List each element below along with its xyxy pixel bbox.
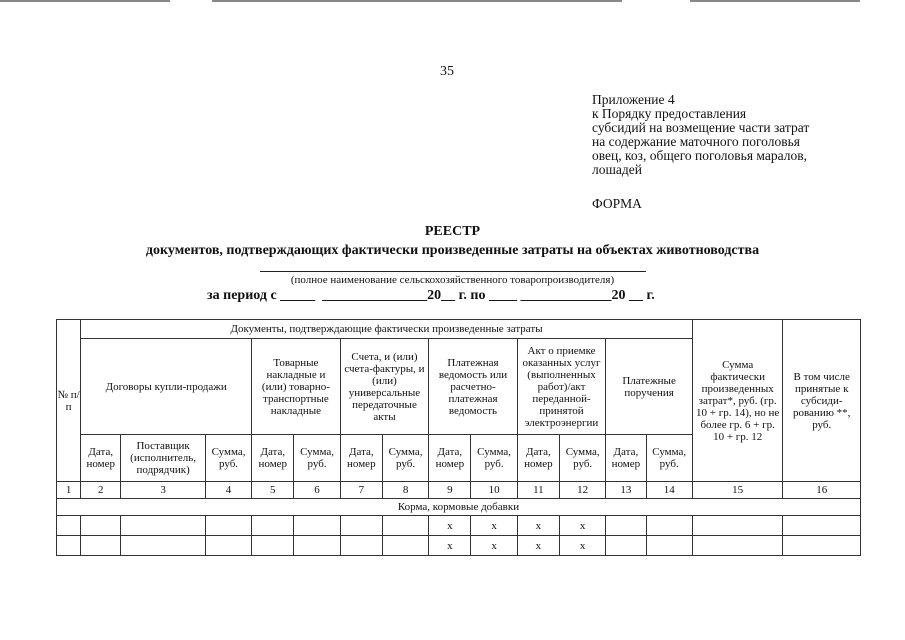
subcol-date-number: Дата, номер bbox=[252, 435, 294, 482]
table-cell[interactable] bbox=[783, 516, 861, 536]
table-cell[interactable] bbox=[692, 516, 783, 536]
table-cell[interactable] bbox=[294, 516, 340, 536]
table-cell[interactable] bbox=[81, 536, 121, 556]
group-header-payroll: Платежная ведомость или расчетно-платежная ведомость bbox=[429, 339, 518, 435]
group-header-contracts: Договоры купли-продажи bbox=[81, 339, 252, 435]
table-cell[interactable] bbox=[294, 536, 340, 556]
col-number-cell: 14 bbox=[646, 482, 692, 499]
subcol-date-number: Дата, номер bbox=[429, 435, 471, 482]
table-cell[interactable] bbox=[57, 536, 81, 556]
appendix-block bbox=[592, 93, 892, 177]
col-number-cell: 16 bbox=[783, 482, 861, 499]
subcol-sum: Сумма, руб. bbox=[646, 435, 692, 482]
subcol-date-number: Дата, номер bbox=[340, 435, 382, 482]
form-label: ФОРМА bbox=[592, 196, 642, 211]
table-cell[interactable] bbox=[252, 516, 294, 536]
group-header-acts: Акт о приемке оказанных услуг (выполненных работ)/акт переданной-принятой электроэнергии bbox=[517, 339, 606, 435]
col-number-cell: 6 bbox=[294, 482, 340, 499]
subcol-sum: Сумма, руб. bbox=[471, 435, 517, 482]
group-header-waybills: Товарные накладные и (или) товарно-транспортные накладные bbox=[252, 339, 341, 435]
subcol-date-number: Дата, номер bbox=[517, 435, 559, 482]
table-cell[interactable] bbox=[121, 536, 206, 556]
subcol-sum: Сумма, руб. bbox=[205, 435, 251, 482]
appendix-line: овец, коз, общего поголовья маралов, bbox=[592, 148, 807, 163]
section-title: Корма, кормовые добавки bbox=[57, 499, 861, 516]
table-cell[interactable] bbox=[646, 516, 692, 536]
scan-edge bbox=[690, 0, 860, 2]
subcol-sum: Сумма, руб. bbox=[382, 435, 428, 482]
table-cell[interactable] bbox=[692, 536, 783, 556]
table-cell: х bbox=[517, 516, 559, 536]
table-cell[interactable] bbox=[121, 516, 206, 536]
col-number-cell: 11 bbox=[517, 482, 559, 499]
col-number-cell: 7 bbox=[340, 482, 382, 499]
table-cell[interactable] bbox=[205, 536, 251, 556]
appendix-line: лошадей bbox=[592, 162, 642, 177]
document-title: РЕЕСТР bbox=[424, 224, 481, 239]
registry-table bbox=[56, 319, 861, 556]
table-cell: х bbox=[517, 536, 559, 556]
table-cell[interactable] bbox=[382, 516, 428, 536]
table-cell[interactable] bbox=[606, 536, 646, 556]
col-number-cell: 1 bbox=[57, 482, 81, 499]
col-number-cell: 5 bbox=[252, 482, 294, 499]
period-line: за период с _____ _______________20__ г. по ____ _____________20 __ г. bbox=[207, 288, 655, 303]
table-cell[interactable] bbox=[57, 516, 81, 536]
table-cell: х bbox=[429, 516, 471, 536]
subcol-sum: Сумма, руб. bbox=[294, 435, 340, 482]
table-cell: х bbox=[471, 536, 517, 556]
subcol-sum: Сумма, руб. bbox=[560, 435, 606, 482]
table-cell: х bbox=[560, 516, 606, 536]
col-number-cell: 3 bbox=[121, 482, 206, 499]
table-cell[interactable] bbox=[783, 536, 861, 556]
producer-note: (полное наименование сельскохозяйственного товаропроизводителя) bbox=[290, 274, 615, 286]
col-number-cell: 15 bbox=[692, 482, 783, 499]
scan-edge bbox=[0, 0, 170, 2]
table-cell[interactable] bbox=[252, 536, 294, 556]
table-cell: х bbox=[560, 536, 606, 556]
table-cell: х bbox=[471, 516, 517, 536]
col-header-subsidy: В том числе принятые к субсиди-рованию **, руб. bbox=[783, 320, 861, 482]
table-cell[interactable] bbox=[646, 536, 692, 556]
subcol-supplier: Поставщик (исполнитель, подрядчик) bbox=[121, 435, 206, 482]
document-subtitle: документов, подтверждающих фактически произведенные затраты на объектах животноводства bbox=[145, 243, 760, 258]
appendix-line: к Порядку предоставления bbox=[592, 106, 747, 121]
subcol-date-number: Дата, номер bbox=[606, 435, 646, 482]
page-number: 35 bbox=[440, 64, 454, 79]
table-cell[interactable] bbox=[382, 536, 428, 556]
scan-edge bbox=[212, 0, 622, 2]
col-header-total: Сумма фактически произведенных затрат*, руб. (гр. 10 + гр. 14), но не более гр. 6 + гр. 10 + гр. 12 bbox=[692, 320, 783, 482]
col-number-cell: 2 bbox=[81, 482, 121, 499]
col-number-cell: 4 bbox=[205, 482, 251, 499]
table-row bbox=[57, 536, 861, 556]
subcol-date-number: Дата, номер bbox=[81, 435, 121, 482]
docs-header: Документы, подтверждающие фактически произведенные затраты bbox=[81, 320, 693, 339]
group-header-payment-orders: Платежные поручения bbox=[606, 339, 693, 435]
table-cell[interactable] bbox=[81, 516, 121, 536]
table-cell[interactable] bbox=[340, 516, 382, 536]
col-number-cell: 10 bbox=[471, 482, 517, 499]
group-header-invoices: Счета, и (или) счета-фактуры, и (или) универсальные передаточные акты bbox=[340, 339, 429, 435]
col-number-cell: 13 bbox=[606, 482, 646, 499]
appendix-line: на содержание маточного поголовья bbox=[592, 134, 800, 149]
appendix-line: Приложение 4 bbox=[592, 92, 675, 107]
col-header-number: № п/п bbox=[57, 320, 81, 482]
table-row bbox=[57, 516, 861, 536]
table-cell[interactable] bbox=[340, 536, 382, 556]
col-number-cell: 8 bbox=[382, 482, 428, 499]
appendix-line: субсидий на возмещение части затрат bbox=[592, 120, 810, 135]
table-cell[interactable] bbox=[205, 516, 251, 536]
table-cell[interactable] bbox=[606, 516, 646, 536]
table-cell: х bbox=[429, 536, 471, 556]
producer-name-field[interactable] bbox=[260, 271, 646, 272]
col-number-cell: 9 bbox=[429, 482, 471, 499]
col-number-cell: 12 bbox=[560, 482, 606, 499]
